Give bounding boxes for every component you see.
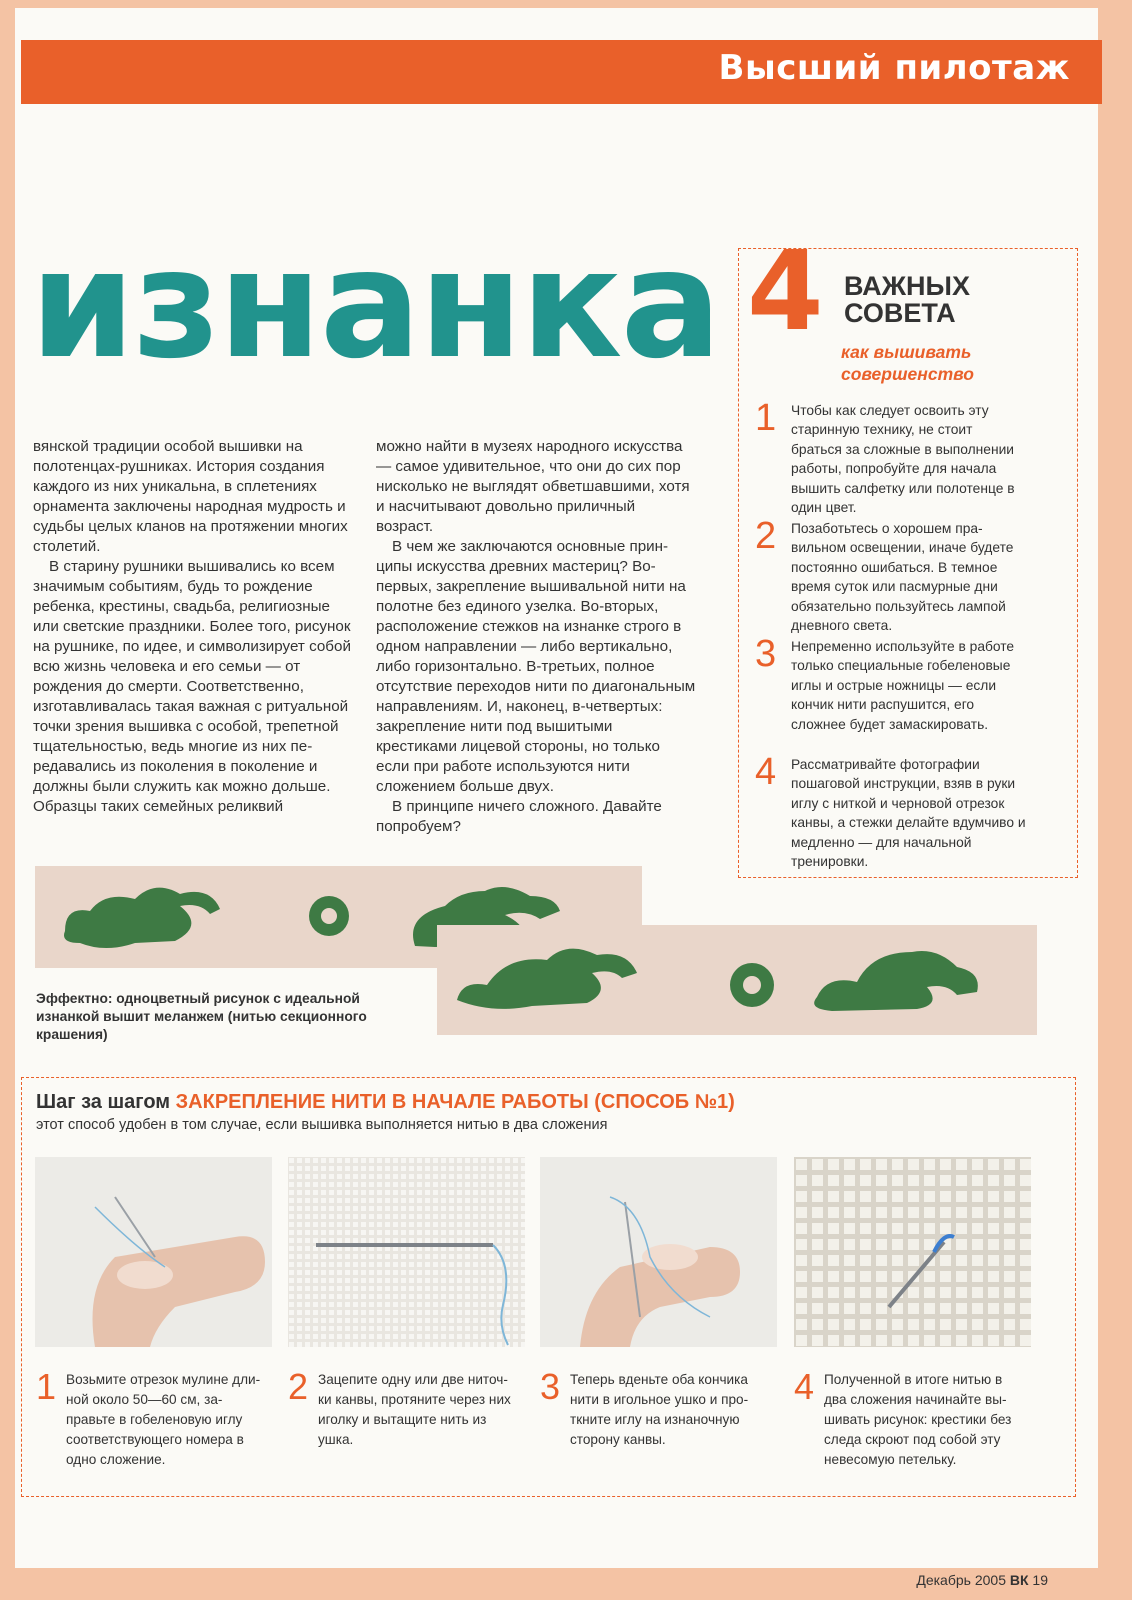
paragraph: В старину рушники вышивались ко всем значимым событиям, будь то рождение ребенка, крестины, свадьба, религиозные или светские праздники. Более того, рисунок на рушнике, по идее, и символизирует собой всю жизнь человека и его семьи — от рождения до смерти. Соответственно, изготавливалась такая важная с ритуальной точки зрения вышивка с особой, трепетной тщательностью, ведь многие из них передавались из поколения в поколение и должны были служить как можно дольше. Образцы таких семейных реликвий xyxy=(33,558,351,815)
article-column-2 xyxy=(376,437,696,837)
tips-heading: ВАЖНЫХ СОВЕТА xyxy=(844,271,970,328)
article-title: изнанка xyxy=(30,218,720,392)
step-photo xyxy=(288,1157,525,1347)
steps-subtitle: этот способ удобен в том случае, если вышивка выполняется нитью в два сложения xyxy=(36,1117,608,1133)
tips-subheading: как вышивать совершенство xyxy=(841,342,974,384)
page-footer: Декабрь 2005 ВК 19 xyxy=(916,1572,1048,1588)
section-title: Высший пилотаж xyxy=(718,48,1070,88)
embroidery-border-photo xyxy=(437,925,1037,1035)
article-column-1 xyxy=(33,437,351,817)
paragraph: вянской традиции особой вышивки на полотенцах-рушниках. История создания каждого из них уникальна, в сплетениях орнамента заключены народная мудрость и судьбы целых кланов на протяжении многих столетий. xyxy=(33,438,348,555)
step-photo xyxy=(794,1157,1031,1347)
steps-title: Шаг за шагом ЗАКРЕПЛЕНИЕ НИТИ В НАЧАЛЕ РАБОТЫ (СПОСОБ №1) xyxy=(36,1091,735,1113)
tips-number: 4 xyxy=(747,227,824,355)
step-photo xyxy=(540,1157,777,1347)
photo-caption: Эффектно: одноцветный рисунок с идеальной изнанкой вышит меланжем (нитью секционного крашения) xyxy=(36,991,367,1042)
paragraph: можно найти в музеях народного искусства — самое удивительное, что они до сих пор нисколько не выглядят обветшавшими, хотя и насчитывают довольно приличный возраст. xyxy=(376,438,690,535)
paragraph: В чем же заключаются основные принципы искусства древних мастериц? Во-первых, закрепление вышивальной нити на полотне без единого узелка. Во-вторых, расположение стежков на изнанке строго в одном направлении — либо вертикально, либо горизонтально. В-третьих, полное отсутствие переходов нити по диагональным направлениям. И, наконец, в-четвертых: закрепление нити под вышитыми крестиками лицевой стороны, но только если при работе используются нити сложением больше двух. xyxy=(376,538,696,795)
tips-box: 4 ВАЖНЫХ СОВЕТА как вышивать совершенство 1 Чтобы как следует освоить эту старинную технику, не стоит браться за сложные в выполнении работы, попробуйте для начала вышить салфетку или полотенце в один цвет. 2 Позаботьтесь о хорошем правильном освещении, иначе будете постоянно ошибаться. В темное время суток или пасмурные дни обязательно пользуйтесь лампой дневного света. 3 Непременно используйте в работе только специальные гобеленовые иглы и острые ножницы — если кончик нити распушится, его сложнее будет замаскировать. 4 Рассматривайте фотографии пошаговой инструкции, взяв в руки иглу с ниткой и черновой отрезок канвы, а стежки делайте вдумчиво и медленно — для начальной тренировки. xyxy=(738,248,1078,878)
paragraph: В принципе ничего сложного. Давайте попробуем? xyxy=(376,798,662,835)
step-photo xyxy=(35,1157,272,1347)
